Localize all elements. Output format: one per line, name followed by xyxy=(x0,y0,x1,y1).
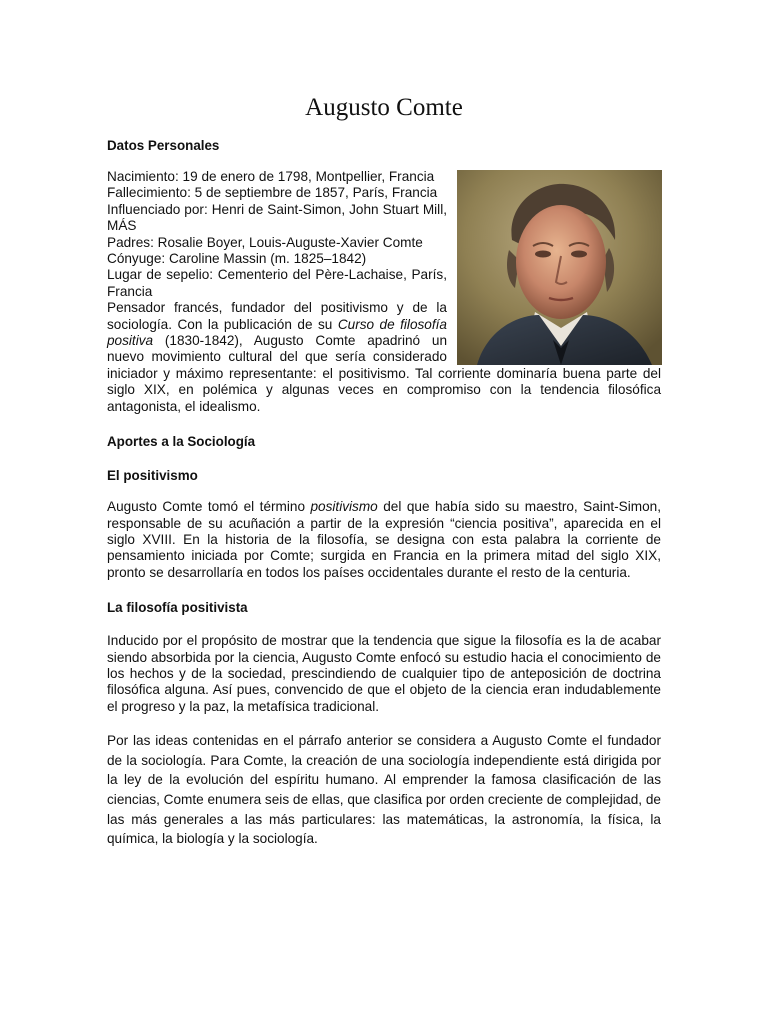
section-heading-filosofia-positivista: La filosofía positivista xyxy=(107,600,248,616)
influences-info: Influenciado por: Henri de Saint-Simon, John Stuart Mill, MÁS xyxy=(107,201,447,234)
death-info: Fallecimiento: 5 de septiembre de 1857, París, Francia xyxy=(107,185,438,201)
parents-info: Padres: Rosalie Boyer, Louis-Auguste-Xavier Comte xyxy=(107,234,423,250)
positivismo-text-part2: del que había sido su maestro, Saint-Simon, responsable de su acuñación a partir de la expresión “ciencia positiva”, aparecida en el siglo XVIII. En la historia de la filosofía, se designa con esta palabra la corriente de pensamiento iniciada por Comte; surgida en Francia en la primera mitad del siglo XIX, pronto se desarrollaría en todos los países occidentales durante el resto de la centuria. xyxy=(107,499,661,580)
biography-work-title: Curso de filosofía positiva xyxy=(107,316,447,349)
spouse-info: Cónyuge: Caroline Massin (m. 1825–1842) xyxy=(107,251,367,267)
portrait-painting xyxy=(457,170,662,365)
biography-text-part1: Pensador francés, fundador del positivismo y de la sociología. Con la publicación de su xyxy=(107,300,447,332)
section-heading-aportes: Aportes a la Sociología xyxy=(107,434,256,450)
page-title: Augusto Comte xyxy=(305,94,463,121)
positivismo-term: positivismo xyxy=(310,499,378,515)
section-heading-datos-personales: Datos Personales xyxy=(107,138,220,153)
birth-info: Nacimiento: 19 de enero de 1798, Montpellier, Francia xyxy=(107,169,435,184)
section-heading-positivismo: El positivismo xyxy=(107,468,198,484)
portrait-image xyxy=(457,170,662,365)
biography-text-part2: (1830-1842), Augusto Comte apadrinó un nuevo movimiento cultural del que sería considerado iniciador y máximo representante: el positivismo. Tal corriente dominaría buena parte del siglo XIX, en polémica y algunas veces en compromiso con la tendencia filosófica antagonista, el idealismo. xyxy=(107,333,661,414)
positivismo-text-part1: Augusto Comte tomó el término xyxy=(107,499,311,515)
filosofia-paragraph-1: Inducido por el propósito de mostrar que la tendencia que sigue la filosofía es la de acabar siendo absorbida por la ciencia, Augusto Comte enfocó su estudio hacia el conocimiento de los hechos y de la sociedad, prescindiendo de cualquier tipo de anteposición de doctrina filosófica alguna. Así pues, convencido de que el objeto de la ciencia eran indudablemente el progreso y la paz, la metafísica tradicional. xyxy=(107,633,661,714)
document-body xyxy=(107,137,661,849)
filosofia-paragraph-2: Por las ideas contenidas en el párrafo anterior se considera a Augusto Comte el fundador de la sociología. Para Comte, la creación de una sociología independiente está dirigida por la ley de la evolución del espíritu humano. Al emprender la famosa clasificación de las ciencias, Comte enumera seis de ellas, que clasifica por orden creciente de complejidad, de las más generales a las más particulares: las matemáticas, la astronomía, la física, la química, la biología y la sociología. xyxy=(107,733,661,847)
positivismo-paragraph xyxy=(107,499,661,581)
burial-info: Lugar de sepelio: Cementerio del Père-Lachaise, París, Francia xyxy=(107,267,447,299)
